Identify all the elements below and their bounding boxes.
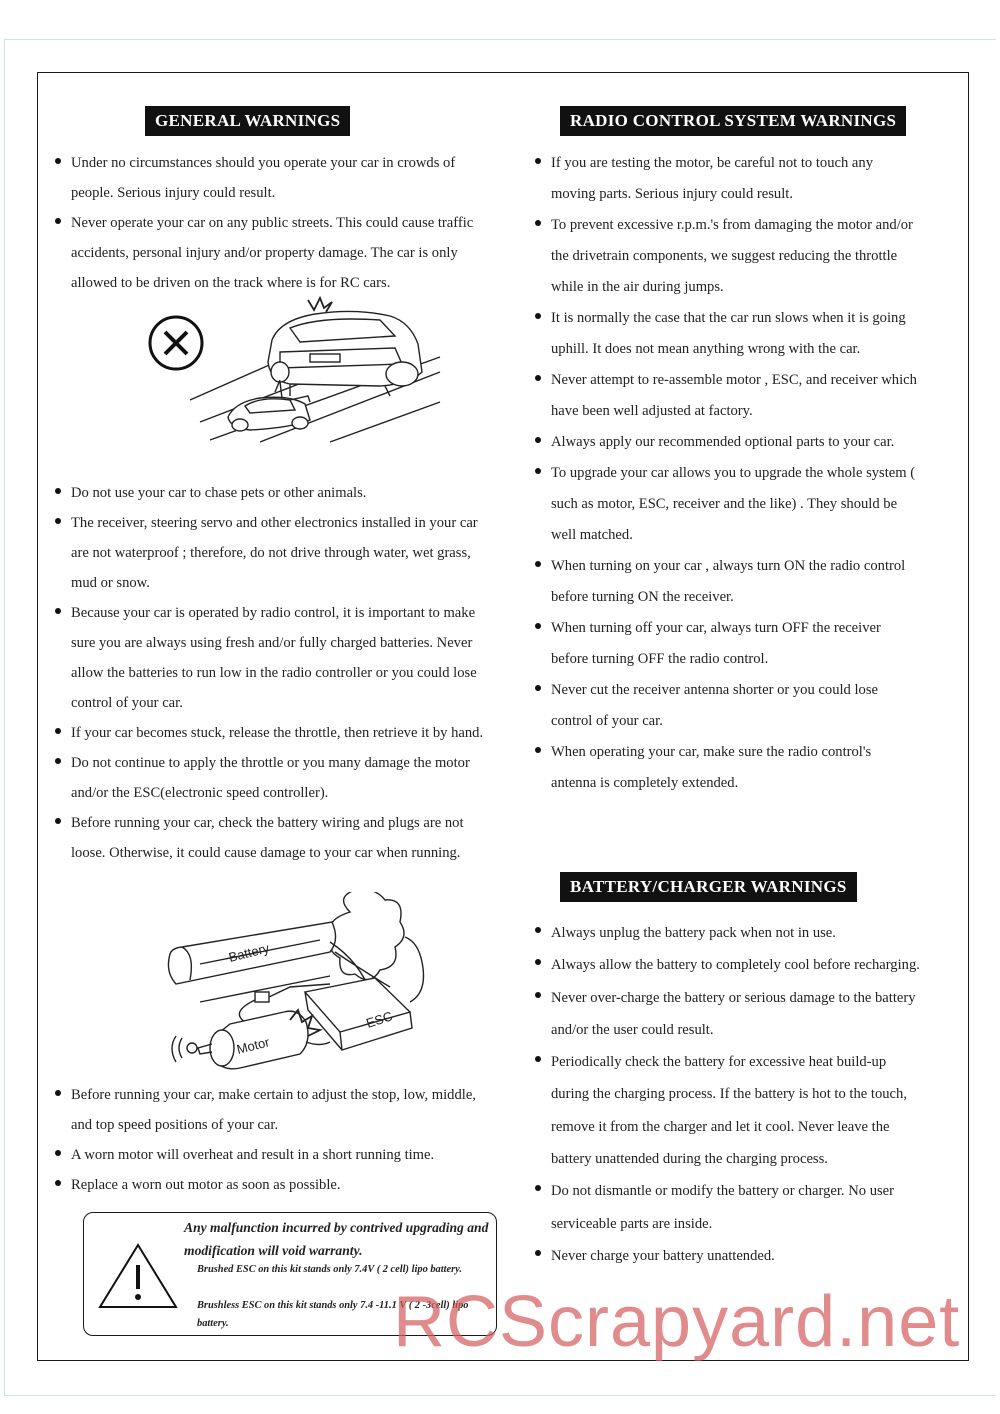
radio-warning-item: To prevent excessive r.p.m.'s from damaging the motor and/or the drivetrain components, we suggest reducing the throttle while in the air during jumps. — [535, 210, 920, 303]
general-warnings-list-c — [55, 1080, 495, 1200]
general-warning-item: Do not use your car to chase pets or other animals. — [55, 478, 495, 508]
radio-warning-item: When turning on your car , always turn ON the radio control before turning ON the receiver. — [535, 551, 920, 613]
battery-label: Battery — [227, 940, 271, 965]
general-warning-item: Before running your car, make certain to adjust the stop, low, middle, and top speed positions of your car. — [55, 1080, 495, 1140]
battery-warning-item: Always unplug the battery pack when not in use. — [535, 917, 920, 949]
brushless-esc-note: Brushless ESC on this kit stands only 7.4 -11.1 V ( 2 -3cell) lipo battery. — [197, 1300, 469, 1329]
battery-warning-item: Never charge your battery unattended. — [535, 1240, 920, 1272]
radio-warning-item: Never attempt to re-assemble motor , ESC, and receiver which have been well adjusted at factory. — [535, 365, 920, 427]
page-bottom-rule — [4, 1395, 996, 1396]
radio-warning-item: To upgrade your car allows you to upgrade the whole system ( such as motor, ESC, receiver and the like) . They should be well matched. — [535, 458, 920, 551]
general-warning-item: Never operate your car on any public streets. This could cause traffic accidents, personal injury and/or property damage. The car is only allowed to be driven on the track where is for RC cars. — [55, 208, 495, 298]
radio-warning-item: When turning off your car, always turn OFF the receiver before turning OFF the radio control. — [535, 613, 920, 675]
general-warning-item: If your car becomes stuck, release the throttle, then retrieve it by hand. — [55, 718, 495, 748]
radio-warnings-list — [535, 148, 920, 799]
radio-warning-item: It is normally the case that the car run slows when it is going uphill. It does not mean anything wrong with the car. — [535, 303, 920, 365]
watermark: RCScrapyard.net — [393, 1282, 961, 1362]
general-warning-item: Replace a worn out motor as soon as possible. — [55, 1170, 495, 1200]
battery-warnings-heading: BATTERY/CHARGER WARNINGS — [560, 872, 857, 902]
radio-warning-item: If you are testing the motor, be careful not to touch any moving parts. Serious injury could result. — [535, 148, 920, 210]
battery-warning-item: Always allow the battery to completely cool before recharging. — [535, 949, 920, 981]
general-warning-item: Do not continue to apply the throttle or you many damage the motor and/or the ESC(electronic speed controller). — [55, 748, 495, 808]
page-top-rule — [4, 39, 996, 40]
general-warnings-list-a — [55, 148, 495, 298]
radio-warning-item: Always apply our recommended optional parts to your car. — [535, 427, 920, 458]
battery-warning-item: Never over-charge the battery or serious damage to the battery and/or the user could result. — [535, 982, 920, 1047]
warning-triangle-icon — [96, 1241, 180, 1311]
general-warning-item: Before running your car, check the battery wiring and plugs are not loose. Otherwise, it could cause damage to your car when running. — [55, 808, 495, 868]
page-left-rule — [4, 39, 5, 1396]
battery-warning-item: Periodically check the battery for excessive heat build-up during the charging process. If the battery is hot to the touch, remove it from the charger and let it cool. Never leave the battery unattended during the charging process. — [535, 1046, 920, 1175]
general-warning-item: The receiver, steering servo and other electronics installed in your car are not waterproof ; therefore, do not drive through water, wet grass, mud or snow. — [55, 508, 495, 598]
general-warnings-heading: GENERAL WARNINGS — [145, 106, 350, 136]
battery-warnings-list — [535, 917, 920, 1272]
cars-on-street-illustration — [140, 292, 450, 452]
warranty-main-text: Any malfunction incurred by contrived upgrading and modification will void warranty. — [184, 1220, 489, 1258]
motor-label: Motor — [235, 1034, 271, 1057]
general-warning-item: Under no circumstances should you operate your car in crowds of people. Serious injury could result. — [55, 148, 495, 208]
radio-warning-item: When operating your car, make sure the radio control's antenna is completely extended. — [535, 737, 920, 799]
general-warning-item: A worn motor will overheat and result in a short running time. — [55, 1140, 495, 1170]
radio-warnings-heading: RADIO CONTROL SYSTEM WARNINGS — [560, 106, 906, 136]
brushed-esc-note: Brushed ESC on this kit stands only 7.4V ( 2 cell) lipo battery. — [197, 1264, 463, 1275]
esc-label: ESC — [364, 1008, 395, 1031]
battery-warning-item: Do not dismantle or modify the battery or charger. No user serviceable parts are inside. — [535, 1175, 920, 1240]
radio-warning-item: Never cut the receiver antenna shorter or you could lose control of your car. — [535, 675, 920, 737]
general-warnings-list-b — [55, 478, 495, 868]
battery-esc-motor-illustration — [160, 892, 450, 1072]
general-warning-item: Because your car is operated by radio control, it is important to make sure you are always using fresh and/or fully charged batteries. Never allow the batteries to run low in the radio controller or you could lose control of your car. — [55, 598, 495, 718]
